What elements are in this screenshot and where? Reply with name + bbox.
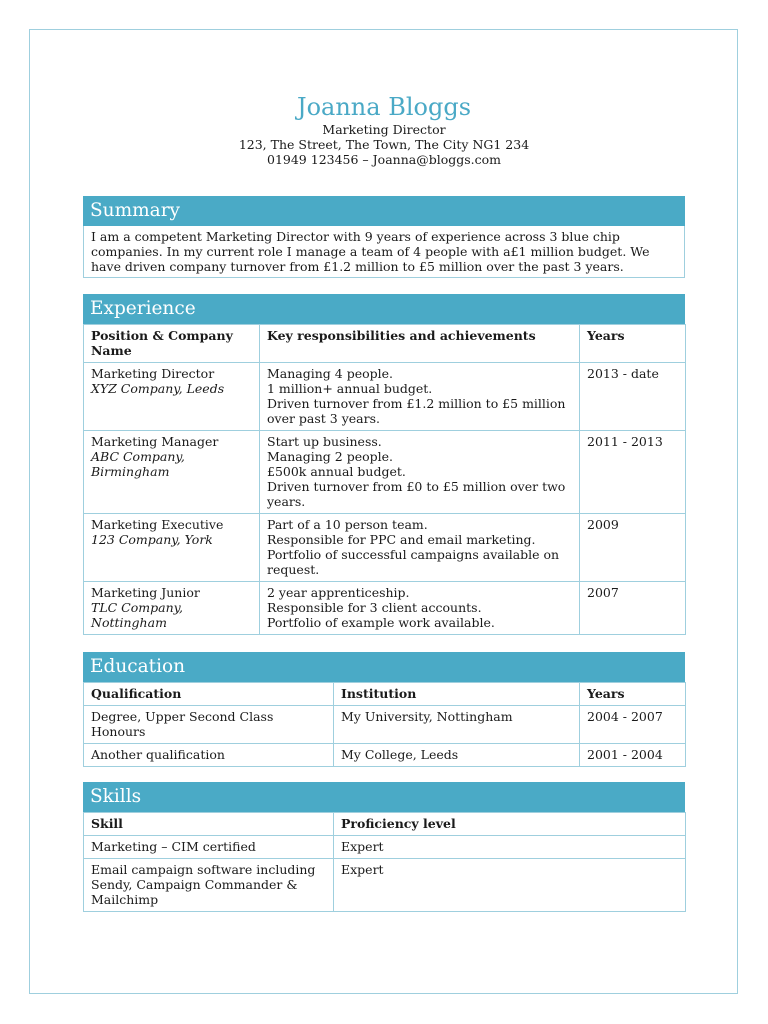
years-cell: 2004 - 2007 <box>580 706 686 744</box>
address: 123, The Street, The Town, The City NG1 234 <box>238 137 530 152</box>
experience-table <box>83 324 686 635</box>
duties-cell <box>260 582 580 635</box>
company-name: XYZ Company, Leeds <box>91 381 225 396</box>
summary-text: I am a competent Marketing Director with 9 years of experience across 3 blue chip companies. In my current role I manage a team of 4 people with a£1 million budget. We have driven company turnover from £1.2 million to £5 million over the past 3 years. <box>83 226 685 278</box>
duties-cell <box>260 363 580 431</box>
education-heading: Education <box>83 652 685 682</box>
qualification-cell: Another qualification <box>84 744 334 767</box>
qualification-cell: Degree, Upper Second Class Honours <box>84 706 334 744</box>
duties-cell <box>260 431 580 514</box>
summary-section <box>83 196 685 278</box>
position-title: Marketing Manager <box>91 434 219 449</box>
duty-item: Part of a 10 person team. <box>267 517 428 532</box>
summary-heading: Summary <box>83 196 685 226</box>
duties-cell <box>260 514 580 582</box>
column-header: Qualification <box>84 683 334 706</box>
column-header: Key responsibilities and achievements <box>260 325 580 363</box>
skill-cell: Email campaign software including Sendy, Campaign Commander & Mailchimp <box>84 859 334 912</box>
table-header-row <box>84 813 686 836</box>
position-cell <box>84 514 260 582</box>
contact-details: 01949 123456 – Joanna@bloggs.com <box>267 152 501 167</box>
years-cell: 2013 - date <box>580 363 686 431</box>
position-title: Marketing Director <box>91 366 215 381</box>
duty-item: Portfolio of successful campaigns available on request. <box>267 547 560 577</box>
table-row <box>84 836 686 859</box>
position-cell <box>84 363 260 431</box>
column-header: Institution <box>334 683 580 706</box>
position-cell <box>84 431 260 514</box>
proficiency-cell: Expert <box>334 836 686 859</box>
position-title: Marketing Executive <box>91 517 224 532</box>
duty-item: £500k annual budget. <box>267 464 406 479</box>
skills-section <box>83 782 685 912</box>
candidate-name: Joanna Bloggs <box>296 93 472 121</box>
years-cell: 2009 <box>580 514 686 582</box>
table-row <box>84 744 686 767</box>
duty-item: 1 million+ annual budget. <box>267 381 433 396</box>
duty-item: Responsible for PPC and email marketing. <box>267 532 536 547</box>
column-header: Years <box>580 325 686 363</box>
table-row <box>84 514 686 582</box>
duty-item: Responsible for 3 client accounts. <box>267 600 482 615</box>
table-row <box>84 706 686 744</box>
column-header: Proficiency level <box>334 813 686 836</box>
education-section <box>83 652 685 767</box>
experience-section <box>83 294 685 635</box>
years-cell: 2011 - 2013 <box>580 431 686 514</box>
skills-heading: Skills <box>83 782 685 812</box>
duty-item: Managing 2 people. <box>267 449 394 464</box>
years-cell: 2007 <box>580 582 686 635</box>
column-header: Years <box>580 683 686 706</box>
experience-heading: Experience <box>83 294 685 324</box>
duty-item: Start up business. <box>267 434 382 449</box>
table-row <box>84 363 686 431</box>
table-row <box>84 431 686 514</box>
company-name: TLC Company, Nottingham <box>91 600 183 630</box>
years-cell: 2001 - 2004 <box>580 744 686 767</box>
proficiency-cell: Expert <box>334 859 686 912</box>
company-name: 123 Company, York <box>91 532 213 547</box>
job-title: Marketing Director <box>322 122 446 137</box>
duty-item: 2 year apprenticeship. <box>267 585 410 600</box>
cv-header <box>0 92 768 167</box>
column-header: Skill <box>84 813 334 836</box>
institution-cell: My College, Leeds <box>334 744 580 767</box>
duty-item: Driven turnover from £1.2 million to £5 million over past 3 years. <box>267 396 566 426</box>
table-row <box>84 859 686 912</box>
duty-item: Driven turnover from £0 to £5 million over two years. <box>267 479 566 509</box>
institution-cell: My University, Nottingham <box>334 706 580 744</box>
duty-item: Portfolio of example work available. <box>267 615 495 630</box>
table-header-row <box>84 683 686 706</box>
company-name: ABC Company, Birmingham <box>91 449 185 479</box>
duty-item: Managing 4 people. <box>267 366 394 381</box>
table-header-row <box>84 325 686 363</box>
skill-cell: Marketing – CIM certified <box>84 836 334 859</box>
skills-table <box>83 812 686 912</box>
position-cell <box>84 582 260 635</box>
column-header: Position & Company Name <box>84 325 260 363</box>
table-row <box>84 582 686 635</box>
position-title: Marketing Junior <box>91 585 200 600</box>
education-table <box>83 682 686 767</box>
